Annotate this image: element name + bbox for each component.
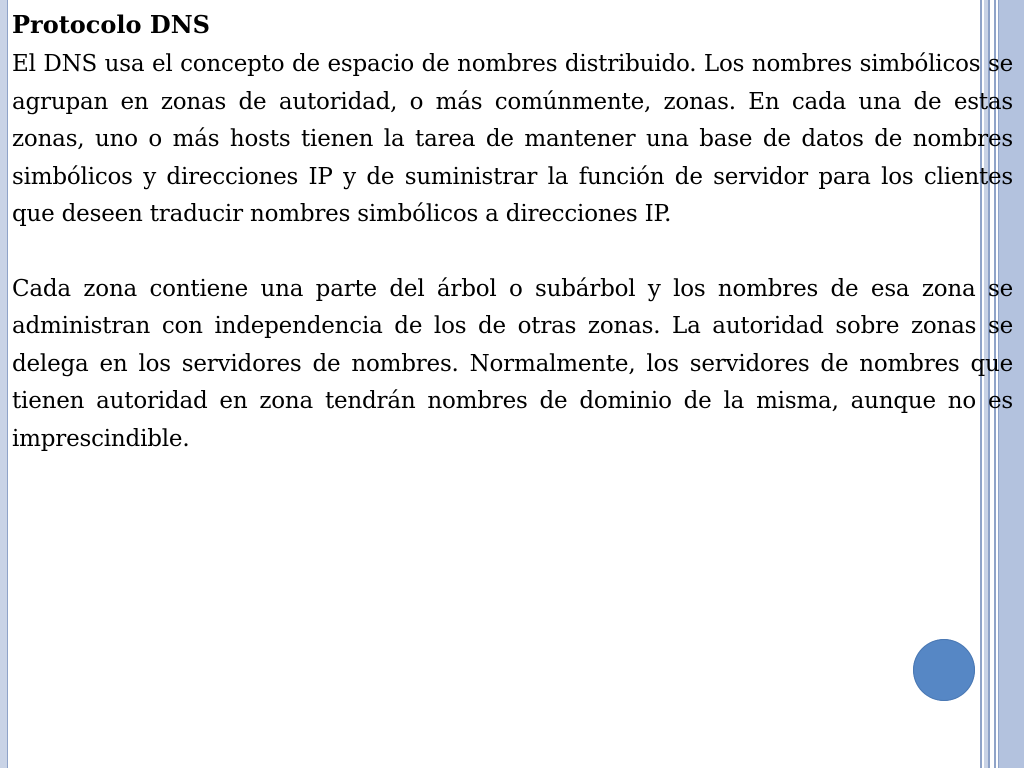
slide-title: Protocolo DNS — [12, 10, 210, 39]
slide-content — [12, 8, 1013, 458]
paragraph-1: El DNS usa el concepto de espacio de nombres distribuido. Los nombres simbólicos se agrupan en zonas de autoridad, o más comúnmente, zonas. En cada una de estas zonas, uno o más hosts tienen la tarea de mantener una base de datos de nombres simbólicos y direcciones IP y de suministrar la función de servidor para los clientes que deseen traducir nombres simbólicos a direcciones IP. — [12, 51, 1013, 227]
decorative-circle — [913, 639, 975, 701]
paragraph-2: Cada zona contiene una parte del árbol o subárbol y los nombres de esa zona se administran con independencia de los de otras zonas. La autoridad sobre zonas se delega en los servidores de nombres. Normalmente, los servidores de nombres que tienen autoridad en zona tendrán nombres de dominio de la misma, aunque no es imprescindible. — [12, 275, 1013, 452]
left-border-decoration — [0, 0, 8, 768]
